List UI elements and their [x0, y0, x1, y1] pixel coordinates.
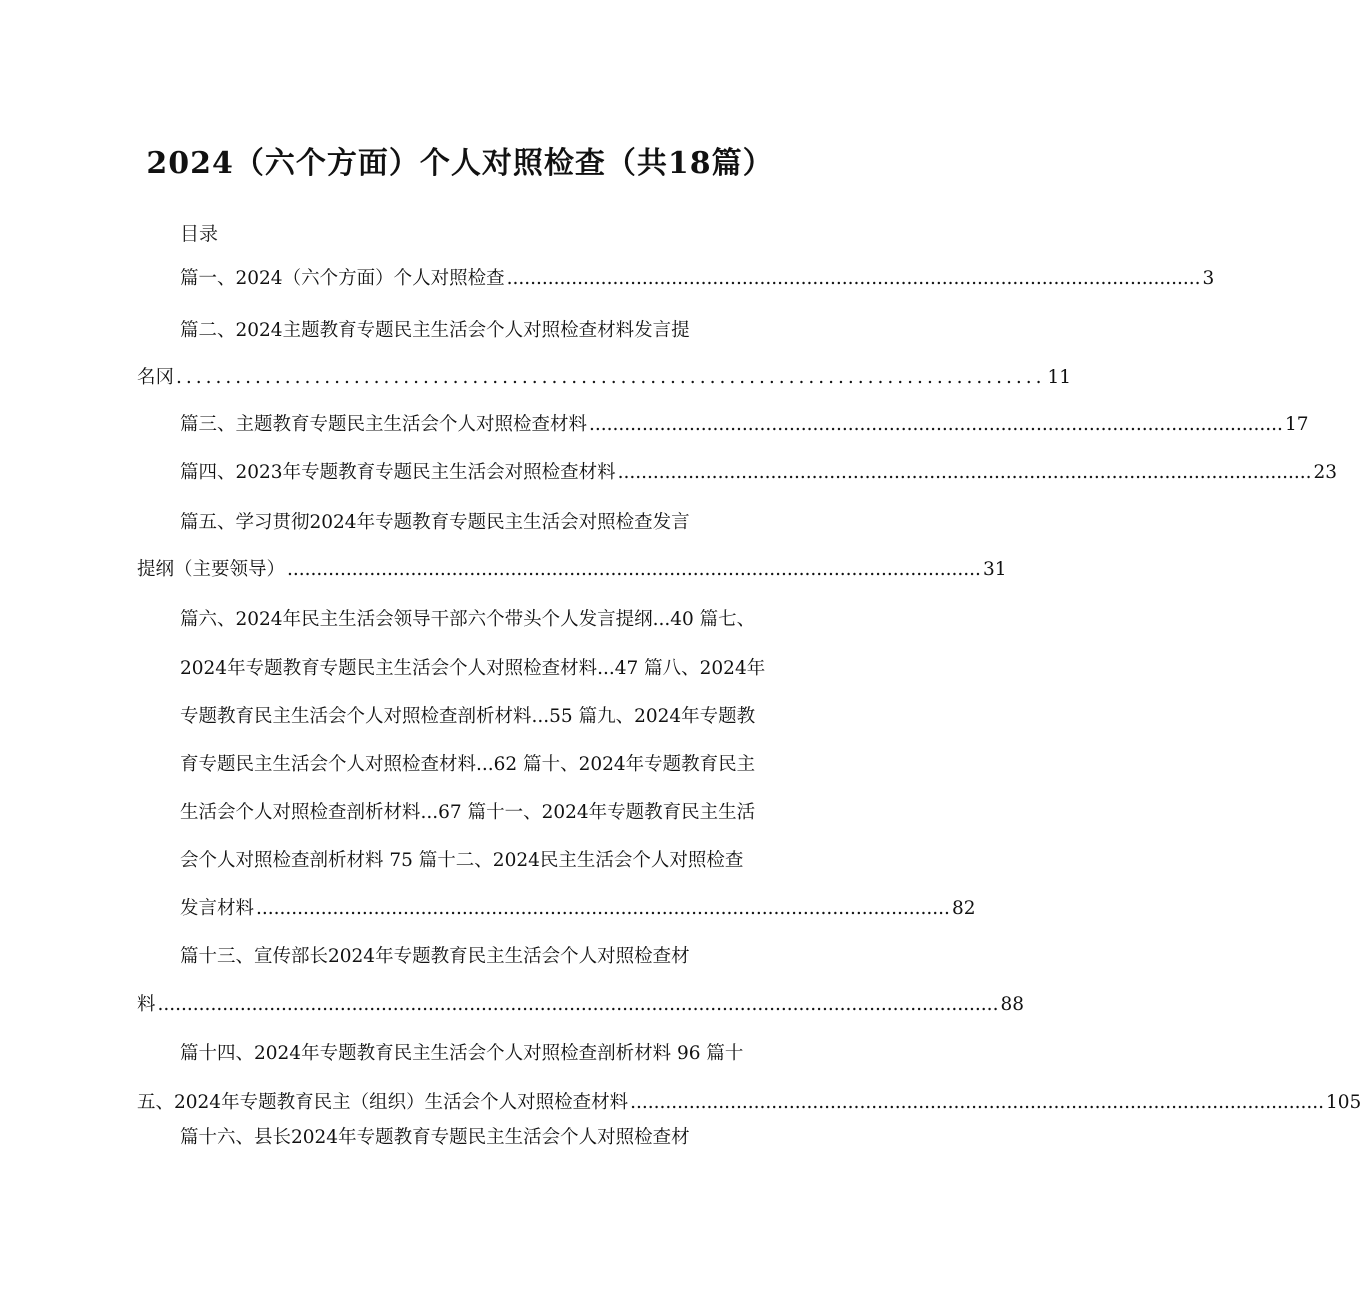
- toc-paragraph-line[interactable]: 专题教育民主生活会个人对照检查剖析材料...55 篇九、2024年专题教: [180, 706, 756, 727]
- toc-entry[interactable]: [180, 460, 1338, 486]
- toc-entry-page: 3: [1202, 268, 1215, 289]
- toc-entry-text: 五、2024年专题教育民主（组织）生活会个人对照检查材料: [137, 1092, 629, 1113]
- toc-entry[interactable]: [137, 557, 1007, 583]
- toc-paragraph-line[interactable]: 育专题民主生活会个人对照检查材料...62 篇十、2024年专题教育民主: [180, 754, 756, 775]
- toc-entry-text: 提纲（主要领导）: [137, 559, 286, 580]
- toc-leader-dots: ...............................................................................................................................................: [157, 994, 999, 1015]
- toc-paragraph-line[interactable]: 篇六、2024年民主生活会领导干部六个带头个人发言提纲...40 篇七、: [180, 609, 756, 630]
- toc-entry[interactable]: [137, 1090, 1361, 1116]
- toc-paragraph-line[interactable]: 会个人对照检查剖析材料 75 篇十二、2024民主生活会个人对照检查: [180, 850, 744, 871]
- toc-entry-page: 88: [1000, 994, 1024, 1015]
- toc-entry-line[interactable]: 篇十三、宣传部长2024年专题教育民主生活会个人对照检查材: [180, 946, 690, 967]
- toc-leader-dots: ......................................................................................................................: [256, 898, 950, 919]
- toc-entry-page: 105: [1326, 1092, 1361, 1113]
- toc-leader-dots: ......................................................................................................................: [506, 268, 1201, 289]
- document-title: 2024（六个方面）个人对照检查（共18篇）: [146, 146, 774, 181]
- toc-entry-text: 料: [137, 994, 156, 1015]
- toc-entry[interactable]: [180, 896, 976, 922]
- toc-entry-line[interactable]: 篇十四、2024年专题教育民主生活会个人对照检查剖析材料 96 篇十: [180, 1043, 744, 1064]
- toc-leader-dots: ......................................................................................................................: [630, 1092, 1325, 1113]
- toc-leader-dots: ......................................................................................................................: [589, 414, 1283, 435]
- toc-entry-line[interactable]: 篇十六、县长2024年专题教育专题民主生活会个人对照检查材: [180, 1127, 690, 1148]
- toc-entry-text: 篇一、2024（六个方面）个人对照检查: [180, 268, 505, 289]
- toc-entry[interactable]: [137, 992, 1024, 1018]
- toc-leader-dots: ......................................................................................................................: [617, 462, 1312, 483]
- toc-entry[interactable]: [180, 412, 1309, 438]
- toc-entry-text: 名冈: [137, 367, 175, 388]
- toc-entry-line[interactable]: 篇二、2024主题教育专题民主生活会个人对照检查材料发言提: [180, 320, 690, 341]
- toc-paragraph-line[interactable]: 生活会个人对照检查剖析材料...67 篇十一、2024年专题教育民主生活: [180, 802, 756, 823]
- toc-entry-text: 篇四、2023年专题教育专题民主生活会对照检查材料: [180, 462, 616, 483]
- toc-entry-text: 发言材料: [180, 898, 255, 919]
- toc-entry[interactable]: [180, 266, 1215, 292]
- toc-entry-page: 23: [1313, 462, 1338, 483]
- toc-entry-line[interactable]: 篇五、学习贯彻2024年专题教育专题民主生活会对照检查发言: [180, 512, 690, 533]
- toc-leader-dots: ......................................................................................................................: [287, 559, 981, 580]
- toc-entry-page: 82: [951, 898, 976, 919]
- toc-entry-page: 11: [1047, 367, 1072, 388]
- toc-entry-text: 篇三、主题教育专题民主生活会个人对照检查材料: [180, 414, 588, 435]
- toc-paragraph-line[interactable]: 2024年专题教育专题民主生活会个人对照检查材料...47 篇八、2024年: [180, 658, 766, 679]
- toc-entry-page: 31: [982, 559, 1007, 580]
- toc-heading: 目录: [180, 223, 219, 245]
- toc-leader-dots: ........................................................................................: [176, 367, 1046, 388]
- toc-entry-page: 17: [1284, 414, 1309, 435]
- toc-entry[interactable]: [137, 365, 1072, 391]
